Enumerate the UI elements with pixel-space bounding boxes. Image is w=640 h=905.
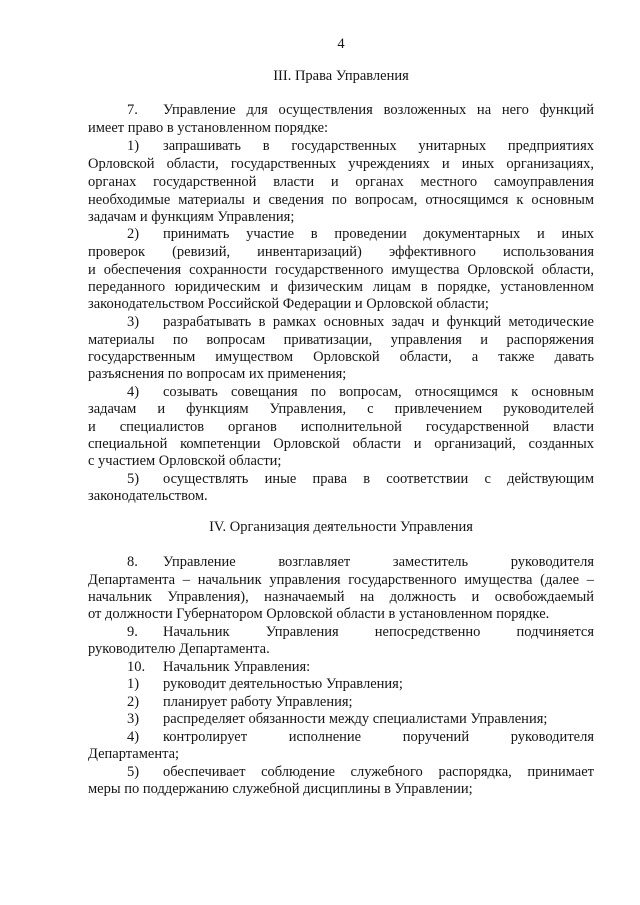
clause-7-number: 7. <box>127 102 138 118</box>
right-3-line: материалы по вопросам приватизации, управления и распоряжения <box>88 332 594 348</box>
duty-2-number: 2) <box>127 694 140 710</box>
right-4-text: созывать совещания по вопросам, относящимся к основным <box>163 384 594 400</box>
clause-7-line: имеет право в установленном порядке: <box>88 120 329 136</box>
clause-9-line: руководителю Департамента. <box>88 641 270 657</box>
clause-9-number: 9. <box>127 624 138 640</box>
duty-1-number: 1) <box>127 676 140 692</box>
right-3-line: государственным имуществом Орловской области, а также давать <box>88 349 594 365</box>
duty-3-line <box>127 710 594 728</box>
duty-4-first-line <box>127 728 594 746</box>
duty-1-line <box>127 675 594 693</box>
right-3-text: разрабатывать в рамках основных задач и функций методические <box>163 314 594 330</box>
right-1-line: задачам и функциям Управления; <box>88 209 295 225</box>
right-4-line: и специалистов органов исполнительной государственной власти <box>88 419 594 435</box>
clause-8-line: начальник Управления), назначаемый на должность и освобождаемый <box>88 589 594 605</box>
right-5-first-line <box>127 470 594 488</box>
right-3-line: разъяснения по вопросам их применения; <box>88 366 347 382</box>
right-1-line: органах государственной власти и органах местного самоуправления <box>88 174 594 190</box>
clause-10-first-line <box>127 658 594 676</box>
right-1-line: необходимые материалы и сведения по вопросам, относящимся к основным <box>88 192 594 208</box>
right-5-number: 5) <box>127 471 140 487</box>
clause-9-text: Начальник Управления непосредственно подчиняется <box>163 624 594 640</box>
clause-7-first-line <box>127 101 594 119</box>
right-4-number: 4) <box>127 384 140 400</box>
right-2-line: переданного юридическим и физическим лицам в порядке, установленном <box>88 279 594 295</box>
clause-9-first-line <box>127 623 594 641</box>
right-1-line: Орловской области, государственных учреждениях и иных организациях, <box>88 156 594 172</box>
duty-5-text: обеспечивает соблюдение служебного распорядка, принимает <box>163 764 594 780</box>
clause-10-text: Начальник Управления: <box>163 659 311 675</box>
right-2-text: принимать участие в проведении документарных и иных <box>163 226 594 242</box>
right-1-text: запрашивать в государственных унитарных предприятиях <box>163 138 594 154</box>
page-number: 4 <box>337 36 345 52</box>
duty-4-line: Департамента; <box>88 746 180 762</box>
right-2-first-line <box>127 225 594 243</box>
right-1-first-line <box>127 137 594 155</box>
right-5-text: осуществлять иные права в соответствии с действующим <box>163 471 594 487</box>
right-2-number: 2) <box>127 226 140 242</box>
right-4-line: задачам и функциям Управления, с привлечением руководителей <box>88 401 594 417</box>
right-2-line: законодательством Российской Федерации и Орловской области; <box>88 296 489 312</box>
duty-1-text: руководит деятельностью Управления; <box>163 676 403 692</box>
duty-5-number: 5) <box>127 764 140 780</box>
clause-8-text: Управление возглавляет заместитель руководителя <box>163 554 594 570</box>
section-4-heading: IV. Организация деятельности Управления <box>209 519 473 535</box>
duty-3-number: 3) <box>127 711 140 727</box>
duty-2-text: планирует работу Управления; <box>163 694 353 710</box>
clause-10-number: 10. <box>127 659 146 675</box>
right-2-line: и обеспечения сохранности государственного имущества Орловской области, <box>88 262 594 278</box>
right-5-line: законодательством. <box>88 488 208 504</box>
duty-5-line: меры по поддержанию служебной дисциплины в Управлении; <box>88 781 473 797</box>
right-1-number: 1) <box>127 138 140 154</box>
right-3-first-line <box>127 313 594 331</box>
clause-7-text: Управление для осуществления возложенных на него функций <box>163 102 594 118</box>
duty-2-line <box>127 693 594 711</box>
section-3-heading: III. Права Управления <box>273 68 409 84</box>
duty-4-number: 4) <box>127 729 140 745</box>
right-4-line: с участием Орловской области; <box>88 453 282 469</box>
duty-5-first-line <box>127 763 594 781</box>
duty-4-text: контролирует исполнение поручений руководителя <box>163 729 594 745</box>
right-2-line: проверок (ревизий, инвентаризаций) эффективного использования <box>88 244 594 260</box>
clause-8-first-line <box>127 553 594 571</box>
right-3-number: 3) <box>127 314 140 330</box>
right-4-line: специальной компетенции Орловской области и организаций, созданных <box>88 436 594 452</box>
clause-8-line: Департамента – начальник управления государственного имущества (далее – <box>88 572 594 588</box>
clause-8-number: 8. <box>127 554 138 570</box>
duty-3-text: распределяет обязанности между специалистами Управления; <box>163 711 548 727</box>
right-4-first-line <box>127 383 594 401</box>
clause-8-line: от должности Губернатором Орловской области в установленном порядке. <box>88 606 550 622</box>
